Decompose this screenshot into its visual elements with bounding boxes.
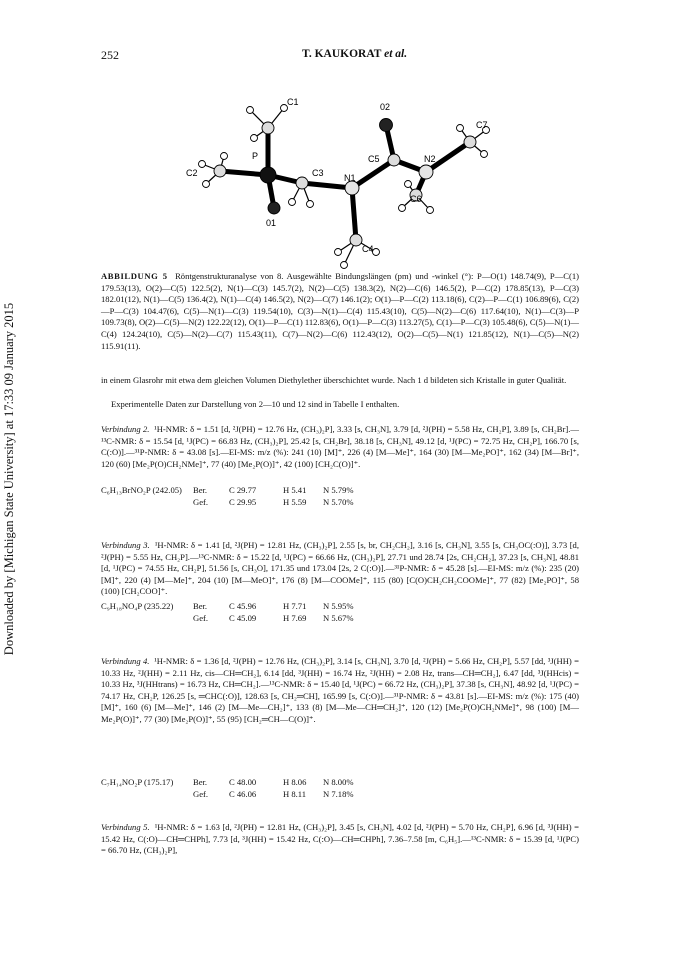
atom-label: 01	[266, 218, 277, 228]
calc-h: H 7.71	[283, 601, 307, 611]
atom-label: C4	[362, 244, 374, 254]
download-watermark: Downloaded by [Michigan State University] at 17:33 09 January 2015	[2, 302, 16, 656]
atom-label: C6	[410, 194, 422, 204]
atom-label: N1	[344, 173, 356, 183]
atom-label: C1	[287, 97, 299, 107]
running-header	[302, 48, 407, 60]
calc-h: H 5.41	[283, 485, 307, 495]
compound-data: ¹H-NMR: δ = 1.63 [d, ²J(PH) = 12.81 Hz, (CH₃)₂P], 3.45 [s, CH₃N], 4.02 [d, ²J(PH) = 5.70 Hz, CH₂P], 6.96 [d, ³J(HH) = 15.42 Hz, C(:O)—CH═CHPh], 7.73 [d, ³J(HH) = 15.42 Hz, C(:O)—CH═CHPh], 7.36–7.58 [m, C₆H₅].—¹³C-NMR: δ = 15.39 [d, ¹J(PC) = 66.70 Hz, (CH₃)₂P],	[101, 822, 580, 856]
found-tag: Gef.	[193, 612, 209, 623]
compound-entry	[101, 424, 579, 470]
found-c: C 45.09	[229, 612, 257, 623]
calc-tag: Ber.	[193, 777, 208, 787]
compound-label: Verbindung 5.	[101, 822, 150, 832]
calc-tag: Ber.	[193, 601, 208, 611]
elemental-analysis	[101, 485, 371, 508]
found-h: H 5.59	[283, 496, 307, 507]
calc-c: C 45.96	[229, 601, 257, 611]
author-etal: et al.	[384, 48, 408, 60]
elemental-analysis	[101, 601, 371, 624]
elemental-analysis	[101, 777, 371, 800]
atom-label: N2	[424, 154, 436, 164]
compound-data: ¹H-NMR: δ = 1.51 [d, ²J(PH) = 12.76 Hz, (CH₃)₂P], 3.33 [s, CH₃N], 3.79 [d, ²J(PH) = 5.58 Hz, CH₂P], 3.89 [s, CH₂Br].—¹³C-NMR: δ = 15.54 [d, ¹J(PC) = 66.83 Hz, (CH₃)₂P], 25.42 [s, CH₂Br], 38.18 [s, CH₃N], 49.12 [d, ¹J(PC) = 72.75 Hz, CH₂P], 166.70 [s, C(:O)].—³¹P-NMR: δ = 43.08 [s].—EI-MS: m/z (%): 241 (10) [M]⁺, 226 (4) [M—Me]⁺, 164 (30) [M—Me₂PO]⁺, 162 (34) [M—Br]⁺, 120 (60) [Me₂P(O)CH₂NMe]⁺, 77 (40) [Me₂P(O)]⁺, 42 (100) [CH₂C(O)]⁺.	[101, 424, 580, 469]
found-h: H 8.11	[283, 788, 307, 799]
author-name: T. KAUKORAT	[302, 48, 382, 60]
formula: C₆H₁₃BrNO₂P (242.05)	[101, 485, 182, 495]
found-c: C 46.06	[229, 788, 257, 799]
compound-data: ¹H-NMR: δ = 1.41 [d, ²J(PH) = 12.81 Hz, (CH₃)₂P], 2.55 [s, br, CH₂CH₂], 3.16 [s, CH₃N], 3.55 [s, CH₃OC(:O)], 3.73 [d, ²J(PH) = 5.55 Hz, CH₂P].—¹³C-NMR: δ = 15.22 [d, ¹J(PC) = 66.66 Hz, (CH₃)₂P], 27.71 und 28.74 [2s, CH₂CH₂], 37.23 [s, CH₃N], 48.81 [d, ¹J(PC) = 74.55 Hz, CH₂P], 51.56 [s, CH₃O], 171.35 und 173.04 [2s, 2 C(:O)].—³¹P-NMR: δ = 45.28 [s].—EI-MS: m/z (%): 235 (20) [M]⁺, 220 (4) [M—Me]⁺, 204 (10) [M—MeO]⁺, 176 (8) [M—COOMe]⁺, 115 (80) [C(O)CH₂CH₂COOMe]⁺, 77 (82) [Me₂PO]⁺, 58 (100) [CH₂COO]⁺.	[101, 540, 580, 597]
caption-label: ABBILDUNG 5	[101, 271, 168, 281]
page-number: 252	[101, 48, 119, 62]
found-h: H 7.69	[283, 612, 307, 623]
found-n: N 7.18%	[323, 788, 354, 799]
atom-label: P	[252, 151, 259, 161]
compound-label: Verbindung 3.	[101, 540, 150, 550]
compound-label: Verbindung 4.	[101, 656, 150, 666]
found-c: C 29.95	[229, 496, 257, 507]
formula: C₇H₁₄NO₂P (175.17)	[101, 777, 174, 787]
found-n: N 5.70%	[323, 496, 354, 507]
compound-entry	[101, 822, 579, 857]
calc-n: N 8.00%	[323, 777, 354, 787]
found-tag: Gef.	[193, 496, 209, 507]
atom-label: 02	[380, 102, 391, 112]
compound-entry	[101, 540, 579, 598]
found-tag: Gef.	[193, 788, 209, 799]
atom-label: C2	[186, 168, 198, 178]
calc-n: N 5.79%	[323, 485, 354, 495]
crystal-structure-figure	[180, 80, 520, 270]
atom-label: C5	[368, 154, 380, 164]
found-n: N 5.67%	[323, 612, 354, 623]
caption-text: Röntgenstrukturanalyse von 8. Ausgewählte Bindungslängen (pm) und -winkel (°): P—O(1) 148.74(9), P—C(1) 179.53(13), O(2)—C(5) 122.5(2), N(1)—C(3) 145.7(2), N(2)—C(5) 138.3(2), N(2)—C(6) 146.5(2), P—C(2) 178.85(13), P—C(3) 182.01(12), N(1)—C(5) 136.4(2), N(1)—C(4) 146.5(2), N(2)—C(7) 146.1(2); O(1)—P—C(2) 113.18(6), C(2)—P—C(1) 106.89(6), C(2)—P—C(3) 104.47(6), C(5)—N(1)—C(3) 119.54(10), C(3)—N(1)—C(4) 115.43(10), C(5)—N(2)—C(6) 117.64(10), N(1)—C(3)—P 109.73(8), O(2)—C(5)—N(2) 122.22(12), O(1)—P—C(1) 112.83(6), O(1)—P—C(3) 113.27(5), C(1)—P—C(3) 105.48(6), C(5)—N(1)—C(4) 124.24(10), C(5)—N(2)—C(7) 115.43(11), C(7)—N(2)—C(6) 112.43(12), O(2)—C(5)—N(1) 121.85(12), N(1)—C(5)—N(2) 115.91(11).	[101, 271, 579, 351]
formula: C₉H₁₈NO₄P (235.22)	[101, 601, 174, 611]
compound-label: Verbindung 2.	[101, 424, 150, 434]
atom-label: C7	[476, 120, 488, 130]
calc-c: C 29.77	[229, 485, 257, 495]
body-paragraph: in einem Glasrohr mit etwa dem gleichen Volumen Diethylether überschichtet wurde. Nach 1 d bildeten sich Kristalle in guter Qualität.	[101, 375, 567, 385]
atom-label: C3	[312, 168, 324, 178]
calc-c: C 48.00	[229, 777, 257, 787]
compound-data: ¹H-NMR: δ = 1.36 [d, ²J(PH) = 12.76 Hz, (CH₃)₂P], 3.14 [s, CH₃N], 3.70 [d, ²J(PH) = 5.66 Hz, CH₂P], 5.57 [dd, ³J(HH) = 10.33 Hz, ²J(HH) = 2.11 Hz, cis—CH═CH₂], 6.14 [dd, ³J(HH) = 16.74 Hz, ²J(HH) = 2.08 Hz, trans—CH═CH₂], 6.47 [dd, ³J(HHcis) = 10.33 Hz, ³J(HHtrans) = 16.73 Hz, CH═CH₂].—¹³C-NMR: δ = 15.40 [d, ¹J(PC) = 66.72 Hz, (CH₃)₂P], 37.38 [s, CH₃N], 48.92 [d, ¹J(PC) = 74.17 Hz, CH₂P, 126.25 [s, ═CHC(:O)], 128.63 [s, CH₂═CH], 165.99 [s, C(:O)].—³¹P-NMR: δ = 43.81 [s].—EI-MS: m/z (%): 175 (40) [M]⁺, 160 (6) [M—Me]⁺, 146 (2) [M—Me—CH₂]⁺, 133 (8) [M—Me—CH═CH₂]⁺, 120 (12) [Me₂P(O)CH₂NMe]⁺, 98 (100) [M—Me₂P(O)]⁺, 77 (30) [Me₂P(O)]⁺, 55 (95) [CH₂═CH—C(O)]⁺.	[101, 656, 580, 724]
calc-tag: Ber.	[193, 485, 208, 495]
body-paragraph: Experimentelle Daten zur Darstellung von 2—10 und 12 sind in Tabelle I enthalten.	[111, 399, 400, 409]
figure-caption	[101, 271, 579, 352]
calc-h: H 8.06	[283, 777, 307, 787]
compound-entry	[101, 656, 579, 726]
calc-n: N 5.95%	[323, 601, 354, 611]
